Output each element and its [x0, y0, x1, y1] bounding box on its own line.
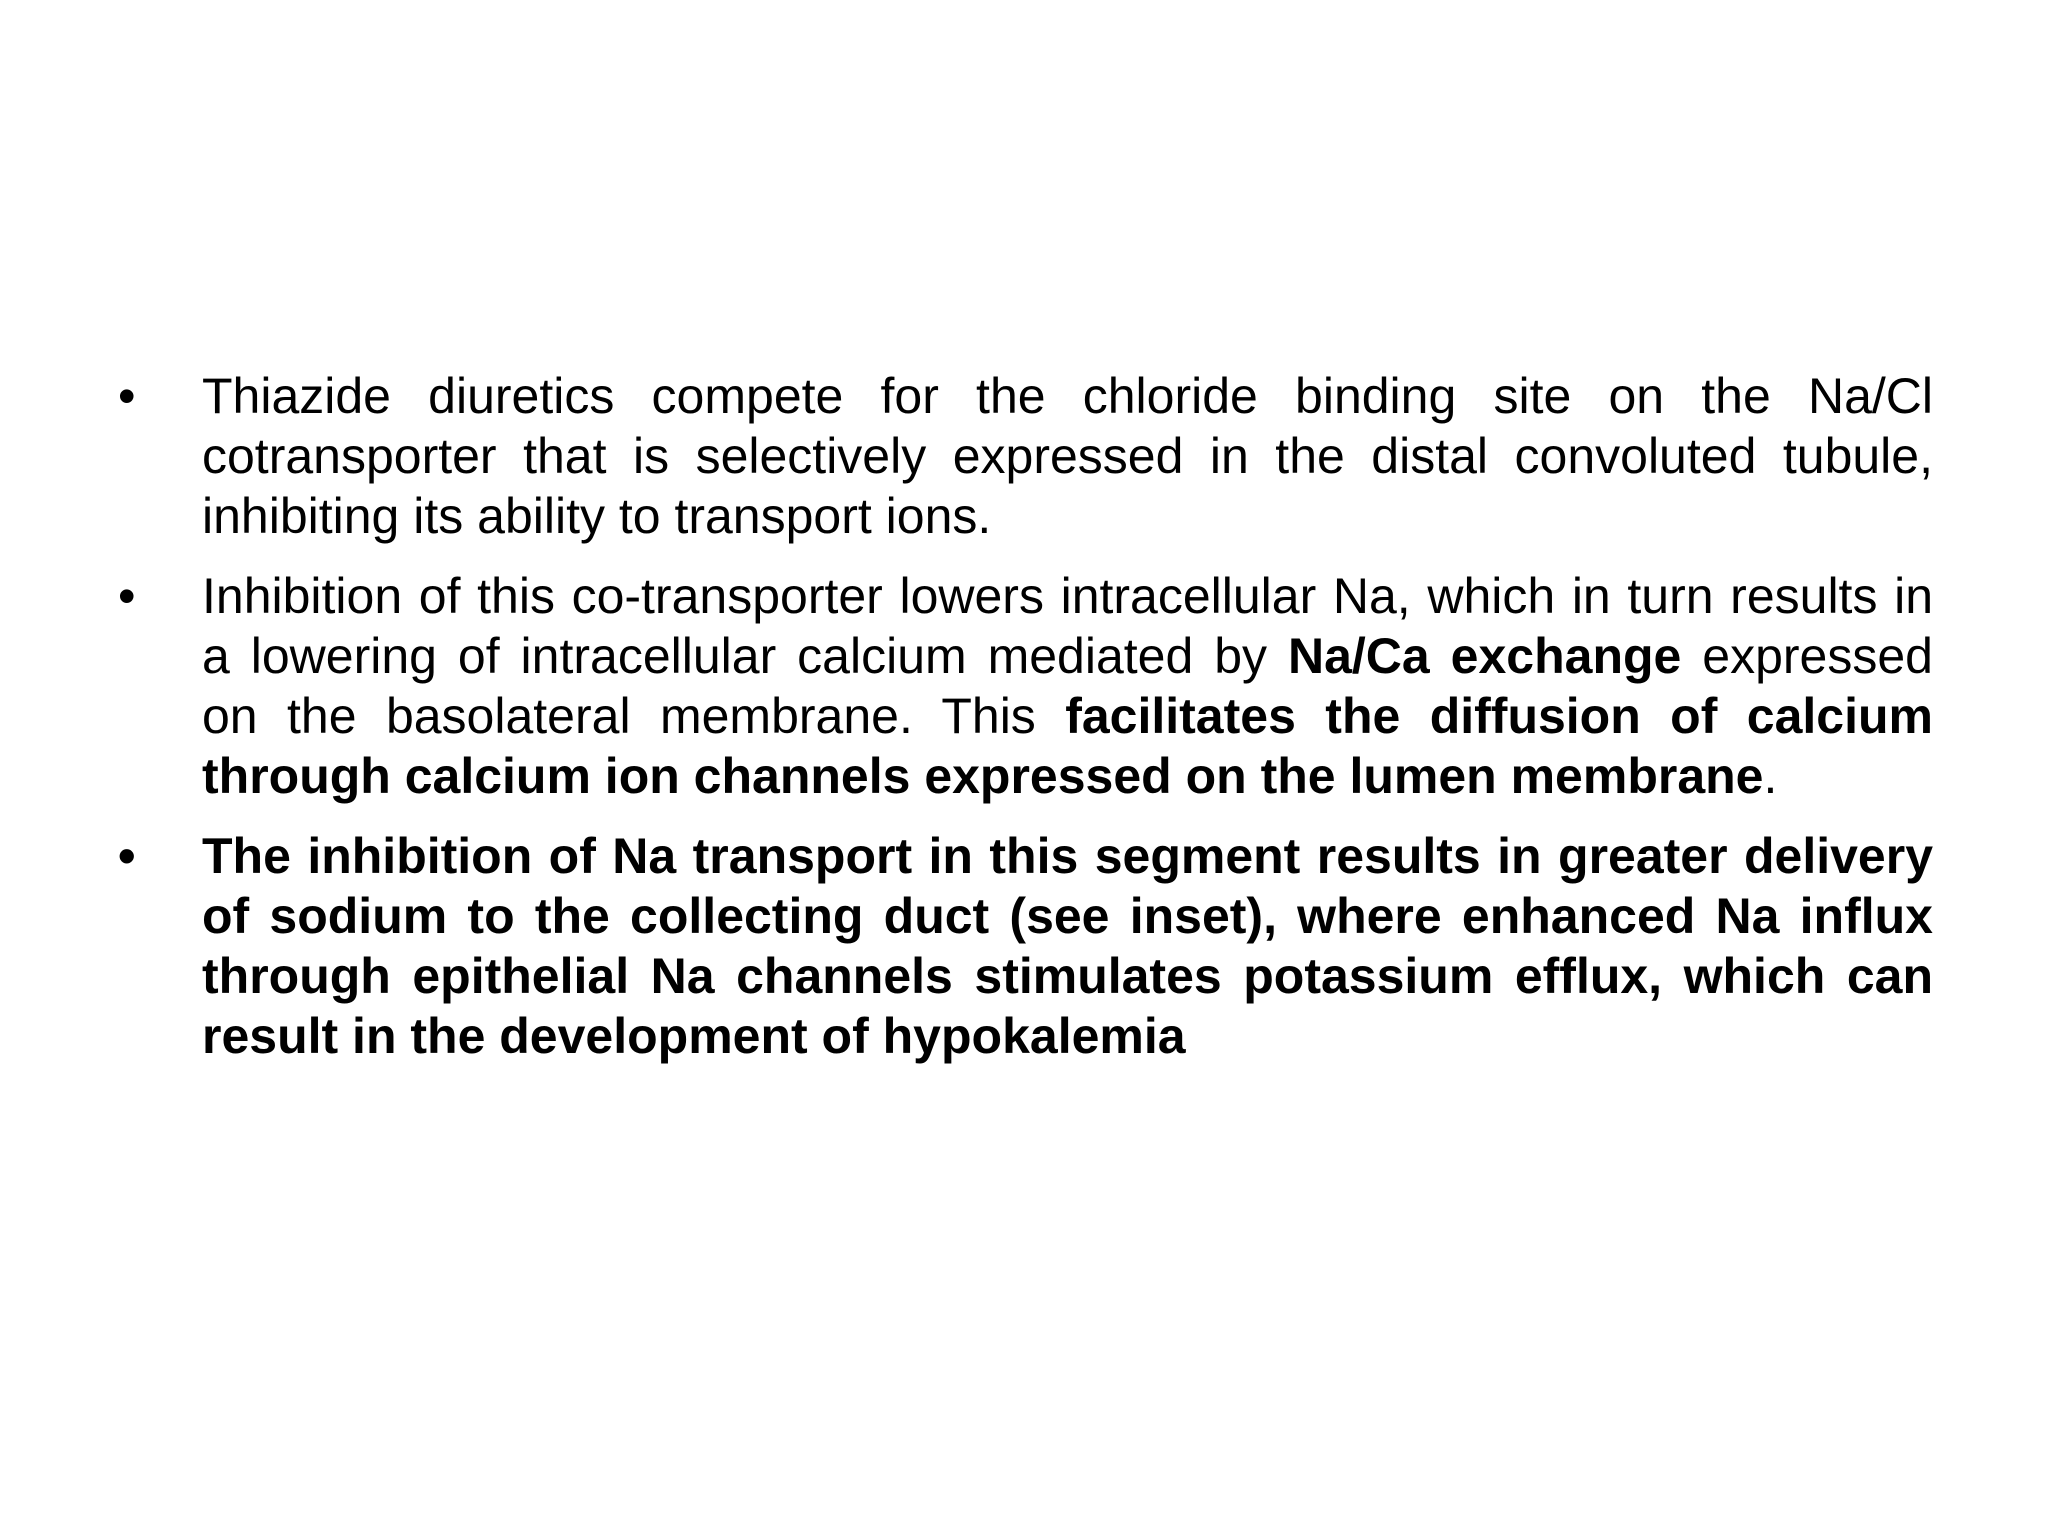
slide-body [118, 366, 1933, 1086]
bullet-dot-icon: • [118, 828, 136, 884]
bullet-text: expressed on the basolateral membrane. This [202, 628, 1933, 744]
bullet-text: Inhibition of this co-transporter lowers intracellular Na, which in turn results in a lowering of intracellular calcium mediated by [202, 568, 1933, 684]
bullet-text-bold: Na/Ca exchange [1288, 628, 1682, 684]
bullet-item-hypokalemia [118, 826, 1933, 1066]
bullet-text: Thiazide diuretics compete for the chloride binding site on the Na/Cl cotransporter that is selectively expressed in the distal convoluted tubule, inhibiting its ability to transport ions. [202, 368, 1933, 544]
bullet-text: . [1763, 748, 1778, 804]
bullet-text-bold: facilitates the diffusion of calcium through calcium ion channels expressed on the lumen membrane [202, 688, 1933, 804]
bullet-dot-icon: • [118, 368, 136, 424]
bullet-item-calcium-effect [118, 566, 1933, 806]
bullet-item-thiazide-mechanism [118, 366, 1933, 546]
bullet-text-bold: The inhibition of Na transport in this segment results in greater delivery of sodium to the collecting duct (see inset), where enhanced Na influx through epithelial Na channels stimulates potassium efflux, which can result in the development of hypokalemia [202, 828, 1933, 1064]
bullet-dot-icon: • [118, 568, 136, 624]
bullet-list [118, 366, 1933, 1066]
